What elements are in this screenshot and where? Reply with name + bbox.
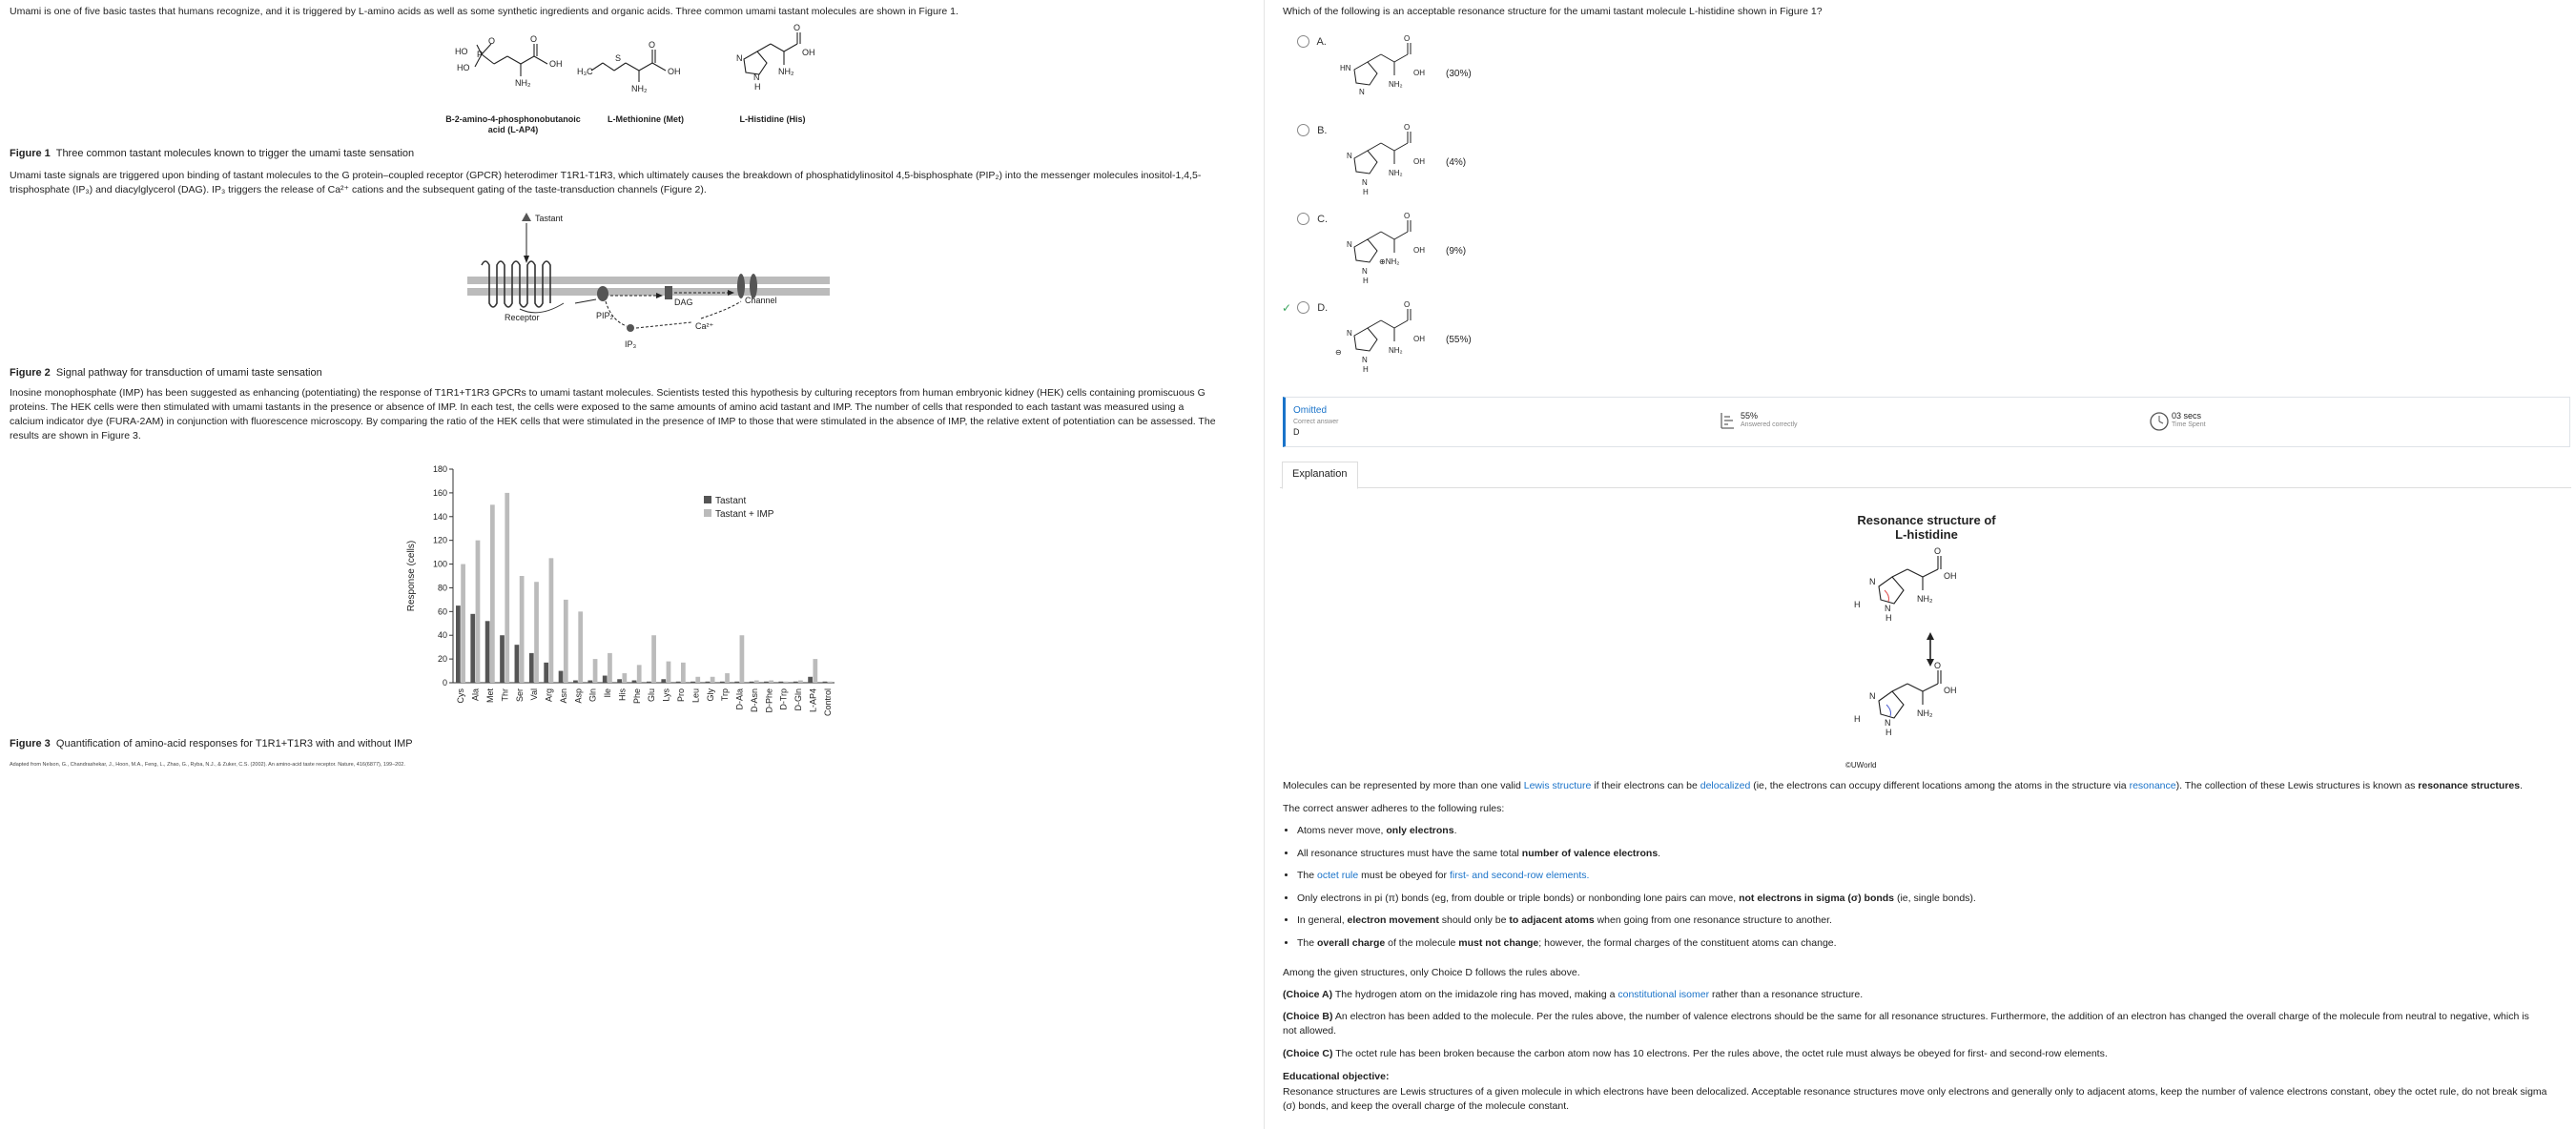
svg-text:H: H <box>1363 365 1369 374</box>
bar-tastant <box>500 635 505 683</box>
y-tick-label: 40 <box>437 630 447 641</box>
bar-tastant-imp <box>725 673 730 683</box>
svg-text:H: H <box>1363 277 1369 285</box>
x-tick-label: D-Trp <box>778 688 789 710</box>
svg-text:N: N <box>1347 240 1352 249</box>
bar-tastant <box>734 682 739 683</box>
x-tick-label: Lys <box>661 688 671 702</box>
bar-tastant <box>720 682 725 683</box>
svg-text:O: O <box>1404 34 1411 43</box>
bar-tastant-imp <box>813 659 817 683</box>
x-tick-label: Met <box>485 688 495 704</box>
svg-text:Receptor: Receptor <box>505 313 540 322</box>
question-text: Which of the following is an acceptable resonance structure for the umami tastant molecule L-histidine shown in Figure 1? <box>1283 6 1823 17</box>
rule-6: • The overall charge of the molecule must not change; however, the formal charges of the constituent atoms can change. <box>1297 936 1976 959</box>
bar-tastant <box>632 681 637 683</box>
bar-tastant-imp <box>490 504 495 683</box>
bar-tastant <box>750 682 754 683</box>
pct-correct-value: 55% <box>1741 411 1759 421</box>
svg-text:O: O <box>1404 300 1411 309</box>
x-tick-label: Ala <box>470 688 481 702</box>
bar-tastant-imp <box>593 659 598 683</box>
y-tick-label: 80 <box>437 583 447 593</box>
svg-text:P: P <box>477 50 484 59</box>
x-tick-label: His <box>617 688 628 701</box>
bar-tastant <box>778 682 783 683</box>
link-delocalized[interactable]: delocalized <box>1700 780 1751 791</box>
time-spent-value: 03 secs <box>2172 411 2202 421</box>
x-tick-label: Gly <box>705 688 715 702</box>
option-c-radio[interactable] <box>1297 213 1309 225</box>
bar-tastant <box>485 621 490 683</box>
svg-text:H: H <box>754 82 761 92</box>
svg-text:OH: OH <box>1413 69 1425 77</box>
rule-5: • In general, electron movement should only be to adjacent atoms when going from one resonance structure to another. <box>1297 913 1976 936</box>
fig3-source: Adapted from Nelson, G., Chandrashekar, J., Hoon, M.A., Feng, L., Zhao, G., Ryba, N.J., & Zuker, C.S. (2002). An amino-acid taste receptor. Nature, 416(6877), 199–202. <box>10 762 405 768</box>
bar-tastant-imp <box>754 681 759 683</box>
bar-tastant <box>808 677 813 683</box>
bar-tastant <box>676 682 681 683</box>
svg-text:Tastant: Tastant <box>535 214 564 223</box>
y-tick-label: 160 <box>432 487 447 498</box>
svg-text:N: N <box>1869 577 1876 586</box>
bar-tastant <box>661 679 666 683</box>
svg-text:N: N <box>1885 718 1891 728</box>
svg-text:OH: OH <box>1944 571 1957 581</box>
bar-tastant <box>529 653 534 683</box>
option-a[interactable]: A. <box>1297 35 1322 51</box>
passage-intro: Umami is one of five basic tastes that humans recognize, and it is triggered by L-amino acids as well as some synthetic ingredients and organic acids. Three common umami tastant molecules are shown in Figure 1. <box>10 6 958 17</box>
bar-tastant <box>544 663 548 683</box>
bar-tastant-imp <box>549 558 554 683</box>
svg-text:O: O <box>793 23 801 32</box>
svg-text:PIP₂: PIP₂ <box>596 311 613 320</box>
explanation-figure-title: Resonance structure of L-histidine <box>1857 513 1996 542</box>
option-molecules <box>1335 33 1450 386</box>
svg-text:OH: OH <box>802 48 815 57</box>
bar-tastant-imp <box>784 682 789 683</box>
x-tick-label: Ser <box>514 688 525 703</box>
svg-text:DAG: DAG <box>674 298 693 307</box>
x-tick-label: Glu <box>647 688 657 703</box>
fig1-mol1-name: B-2-amino-4-phosphonobutanoic acid (L-AP4) <box>445 114 581 134</box>
option-d[interactable]: ✓ D. <box>1282 301 1329 315</box>
answer-stats-bar <box>1283 397 2570 447</box>
svg-text:N: N <box>1359 88 1365 96</box>
option-b[interactable]: B. <box>1297 124 1322 139</box>
svg-text:NH₂: NH₂ <box>1389 80 1403 89</box>
bar-tastant-imp <box>578 611 583 683</box>
svg-text:Channel: Channel <box>745 296 777 305</box>
correct-answer-value: D <box>1293 427 1300 437</box>
link-constitutional-isomer[interactable]: constitutional isomer <box>1618 989 1710 1000</box>
x-tick-label: Control <box>822 688 833 717</box>
svg-text:OH: OH <box>1413 246 1425 255</box>
svg-text:S: S <box>615 53 622 63</box>
svg-text:H: H <box>1854 600 1861 609</box>
x-tick-label: Trp <box>720 688 731 702</box>
bar-tastant <box>793 682 798 683</box>
svg-text:NH₂: NH₂ <box>1917 594 1933 604</box>
correct-answer-label: Correct answer <box>1293 419 1339 425</box>
option-a-pct: (30%) <box>1446 69 1472 79</box>
svg-text:N: N <box>1362 178 1368 187</box>
x-tick-label: Thr <box>500 688 510 702</box>
bar-tastant <box>603 676 608 683</box>
svg-text:OH: OH <box>1944 686 1957 695</box>
svg-text:O: O <box>530 34 538 44</box>
svg-text:NH₂: NH₂ <box>1917 708 1933 718</box>
x-tick-label: D-Phe <box>764 688 774 713</box>
y-tick-label: 0 <box>442 678 447 688</box>
svg-text:Ca²⁺: Ca²⁺ <box>695 321 714 331</box>
x-tick-label: Ile <box>603 688 613 698</box>
bar-tastant <box>470 614 475 683</box>
educational-objective-label: Educational objective: <box>1283 1071 1390 1082</box>
choice-c-explanation: (Choice C) The octet rule has been broken because the carbon atom now has 10 electrons. Per the rules above, the octet rule must always be obeyed for first- and second-row elements. <box>1283 1048 2108 1059</box>
x-tick-label: L-AP4 <box>808 688 818 713</box>
bar-tastant-imp <box>564 600 568 683</box>
svg-text:HN: HN <box>1340 64 1351 72</box>
fig2-caption: Figure 2 Signal pathway for transduction of umami taste sensation <box>10 367 322 379</box>
pane-divider[interactable] <box>1264 0 1265 1129</box>
y-tick-label: 140 <box>432 511 447 522</box>
svg-text:H: H <box>1854 714 1861 724</box>
bar-tastant-imp <box>476 541 481 683</box>
passage-para2: Umami taste signals are triggered upon binding of tastant molecules to the G protein–coupled receptor (GPCR) heterodimer T1R1-T1R3, which ultimately causes the breakdown of phosphatidylinositol 4,5-bisphosphate (PIP₂) into the messenger molecules inositol-1,4,5- trisphosphate (IP₃) and diacylglycerol (DAG). IP₃ triggers the release of Ca²⁺ cations and the subsequent gating of the taste-transduction channels (Figure 2). <box>10 170 1202 195</box>
svg-text:N: N <box>753 72 760 82</box>
svg-text:H: H <box>1886 728 1892 737</box>
bar-tastant-imp <box>622 673 627 683</box>
svg-text:OH: OH <box>1413 335 1425 343</box>
x-tick-label: Phe <box>631 688 642 705</box>
svg-text:N: N <box>1347 329 1352 338</box>
legend-swatch <box>704 509 711 517</box>
tab-explanation[interactable]: Explanation <box>1282 462 1358 489</box>
rule-3: • The octet rule must be obeyed for first- and second-row elements. <box>1297 869 1976 892</box>
bar-tastant-imp <box>681 663 686 683</box>
option-d-pct: (55%) <box>1446 335 1472 345</box>
y-tick-label: 20 <box>437 654 447 665</box>
x-tick-label: Gln <box>587 688 598 703</box>
explanation-para2: The correct answer adheres to the following rules: <box>1283 803 1505 814</box>
svg-text:⊕NH₂: ⊕NH₂ <box>1379 257 1400 266</box>
bar-tastant-imp <box>608 653 612 683</box>
svg-text:O: O <box>649 40 656 50</box>
option-a-radio[interactable] <box>1297 35 1309 48</box>
svg-text:O: O <box>1404 123 1411 132</box>
x-tick-label: D-Ala <box>734 688 745 710</box>
svg-text:NH₂: NH₂ <box>1389 169 1403 177</box>
pct-correct-label: Answered correctly <box>1741 421 1798 428</box>
bar-tastant-imp <box>534 582 539 683</box>
svg-text:H₃C: H₃C <box>577 67 593 76</box>
clock-icon <box>2149 411 2170 432</box>
bar-tastant-imp <box>740 635 745 683</box>
bar-tastant <box>573 681 578 683</box>
svg-text:O: O <box>1404 212 1411 220</box>
bar-tastant <box>559 671 564 683</box>
bar-tastant-imp <box>637 665 642 683</box>
y-tick-label: 60 <box>437 606 447 617</box>
y-tick-label: 100 <box>432 559 447 569</box>
svg-text:HO: HO <box>455 47 468 56</box>
svg-text:NH₂: NH₂ <box>778 67 794 76</box>
link-first-second-row[interactable]: first- and second-row elements. <box>1449 870 1590 881</box>
bar-tastant-imp <box>769 681 773 683</box>
bar-tastant-imp <box>520 576 525 683</box>
y-axis-label: Response (cells) <box>406 540 417 612</box>
correct-check-icon: ✓ <box>1282 301 1292 315</box>
explanation-para1: Molecules can be represented by more than one valid Lewis structure if their electrons can be delocalized (ie, the electrons can occupy different locations among the atoms in the structure via resonance). The collection of these Lewis structures is known as resonance structures. <box>1283 780 2524 791</box>
rules-list <box>1297 824 1976 958</box>
option-b-pct: (4%) <box>1446 157 1467 168</box>
y-tick-label: 180 <box>432 464 447 474</box>
y-tick-label: 120 <box>432 535 447 545</box>
svg-text:H: H <box>1363 188 1369 196</box>
bar-tastant-imp <box>651 635 656 683</box>
svg-text:O: O <box>1934 546 1942 556</box>
bar-tastant <box>647 682 651 683</box>
x-tick-label: Val <box>529 688 540 701</box>
bar-tastant-imp <box>828 682 833 683</box>
passage-para3: Inosine monophosphate (IMP) has been suggested as enhancing (potentiating) the response of T1R1+T1R3 GPCRs to umami tastant molecules. Scientists tested this hypothesis by culturing receptors from human embryonic kidney (HEK) cells containing promiscuous G proteins. The HEK cells were then stimulated with umami tastants in the presence or absence of IMP. In each test, the cells were exposed to the same amounts of amino acid tastant and IMP. The number of cells that responded to each tastant was measured using a calcium indicator dye (FURA-2AM) in conjunction with fluorescence microscopy. By comparing the ratio of the HEK cells that were stimulated in the presence of IMP to those that were stimulated in the absence of IMP, the relative extent of potentiation can be assessed. The results are shown in Figure 3. <box>10 387 1216 441</box>
bar-tastant-imp <box>711 677 715 683</box>
rule-1: • Atoms never move, only electrons. <box>1297 824 1976 847</box>
bar-tastant <box>515 645 520 683</box>
rule-2: • All resonance structures must have the same total number of valence electrons. <box>1297 847 1976 870</box>
figure2-pathway <box>463 210 844 353</box>
svg-text:OH: OH <box>549 59 563 69</box>
explanation-para3: Among the given structures, only Choice D follows the rules above. <box>1283 967 1580 978</box>
option-b-radio[interactable] <box>1297 124 1309 136</box>
resonance-diagram <box>1850 548 2003 753</box>
choice-b-explanation: (Choice B) An electron has been added to the molecule. Per the rules above, the number of valence electrons should be the same for all resonance structures. Furthermore, the addition of an electron has changed the overall charge of the molecule from neutral to negative, which is not allowed. <box>1283 1011 2529 1037</box>
x-tick-label: Asp <box>573 688 584 704</box>
svg-text:⊖: ⊖ <box>1335 348 1342 357</box>
svg-text:OH: OH <box>668 67 681 76</box>
svg-text:N: N <box>736 53 743 63</box>
choice-a-explanation: (Choice A) The hydrogen atom on the imidazole ring has moved, making a constitutional isomer rather than a resonance structure. <box>1283 989 1864 1000</box>
bar-tastant-imp <box>798 681 803 683</box>
svg-text:NH₂: NH₂ <box>515 78 531 88</box>
x-tick-label: D-Asn <box>749 688 759 713</box>
svg-text:O: O <box>488 36 496 46</box>
x-tick-label: Cys <box>456 688 466 704</box>
option-c[interactable]: C. <box>1297 213 1323 228</box>
figure1-molecules <box>439 23 839 107</box>
svg-text:H: H <box>1886 613 1892 623</box>
link-resonance[interactable]: resonance <box>2129 780 2176 791</box>
svg-text:N: N <box>1347 152 1352 160</box>
svg-text:NH₂: NH₂ <box>631 84 648 93</box>
bar-tastant-imp <box>505 493 509 683</box>
bar-tastant <box>587 681 592 683</box>
fig3-caption: Figure 3 Quantification of amino-acid responses for T1R1+T1R3 with and without IMP <box>10 738 413 749</box>
status-omitted: Omitted <box>1293 405 1328 416</box>
svg-text:HO: HO <box>457 63 470 72</box>
bar-tastant-imp <box>695 677 700 683</box>
svg-text:IP₃: IP₃ <box>625 339 637 349</box>
rule-4: • Only electrons in pi (π) bonds (eg, from double or triple bonds) or nonbonding lone pairs can move, not electrons in sigma (σ) bonds (ie, single bonds). <box>1297 892 1976 914</box>
svg-text:N: N <box>1362 356 1368 364</box>
bar-tastant <box>823 682 828 683</box>
link-lewis-structure[interactable]: Lewis structure <box>1523 780 1592 791</box>
x-tick-label: Pro <box>676 688 686 703</box>
svg-text:N: N <box>1869 691 1876 701</box>
fig1-mol2-name: L-Methionine (Met) <box>608 114 684 124</box>
copyright: ©UWorld <box>1845 761 1877 770</box>
legend-label: Tastant + IMP <box>715 509 774 520</box>
link-octet-rule[interactable]: octet rule <box>1317 870 1359 881</box>
option-d-radio[interactable] <box>1297 301 1309 314</box>
svg-text:O: O <box>1934 661 1942 670</box>
bar-tastant <box>456 606 461 683</box>
svg-text:N: N <box>1362 267 1368 276</box>
figure3-bar-chart <box>401 458 858 720</box>
bar-tastant <box>617 679 622 683</box>
fig1-mol3-name: L-Histidine (His) <box>739 114 806 124</box>
bar-tastant <box>764 682 769 683</box>
bar-tastant <box>690 682 695 683</box>
chart-bars-icon <box>1720 411 1735 430</box>
x-tick-label: Asn <box>558 688 568 704</box>
legend-label: Tastant <box>715 496 747 506</box>
bar-tastant-imp <box>461 564 465 683</box>
x-tick-label: Leu <box>690 688 701 704</box>
x-tick-label: D-Gln <box>793 688 804 711</box>
x-tick-label: Arg <box>544 688 554 703</box>
option-c-pct: (9%) <box>1446 246 1467 257</box>
fig1-caption: Figure 1 Three common tastant molecules known to trigger the umami taste sensation <box>10 148 415 159</box>
legend-swatch <box>704 496 711 503</box>
time-spent-label: Time Spent <box>2172 421 2206 428</box>
tab-bar <box>1280 462 2571 488</box>
svg-text:N: N <box>1885 604 1891 613</box>
educational-objective-text: Resonance structures are Lewis structures of a given molecule in which electrons have been delocalized. Acceptable resonance structures move only electrons and generally only to adjacent atoms, keep the number of valence electrons constant, obey the octet rule, do not break sigma (σ) bonds, and keep the overall charge of the molecule constant. <box>1283 1086 2547 1112</box>
svg-text:NH₂: NH₂ <box>1389 346 1403 355</box>
bar-tastant <box>706 682 711 683</box>
svg-text:OH: OH <box>1413 157 1425 166</box>
bar-tastant-imp <box>667 662 671 683</box>
